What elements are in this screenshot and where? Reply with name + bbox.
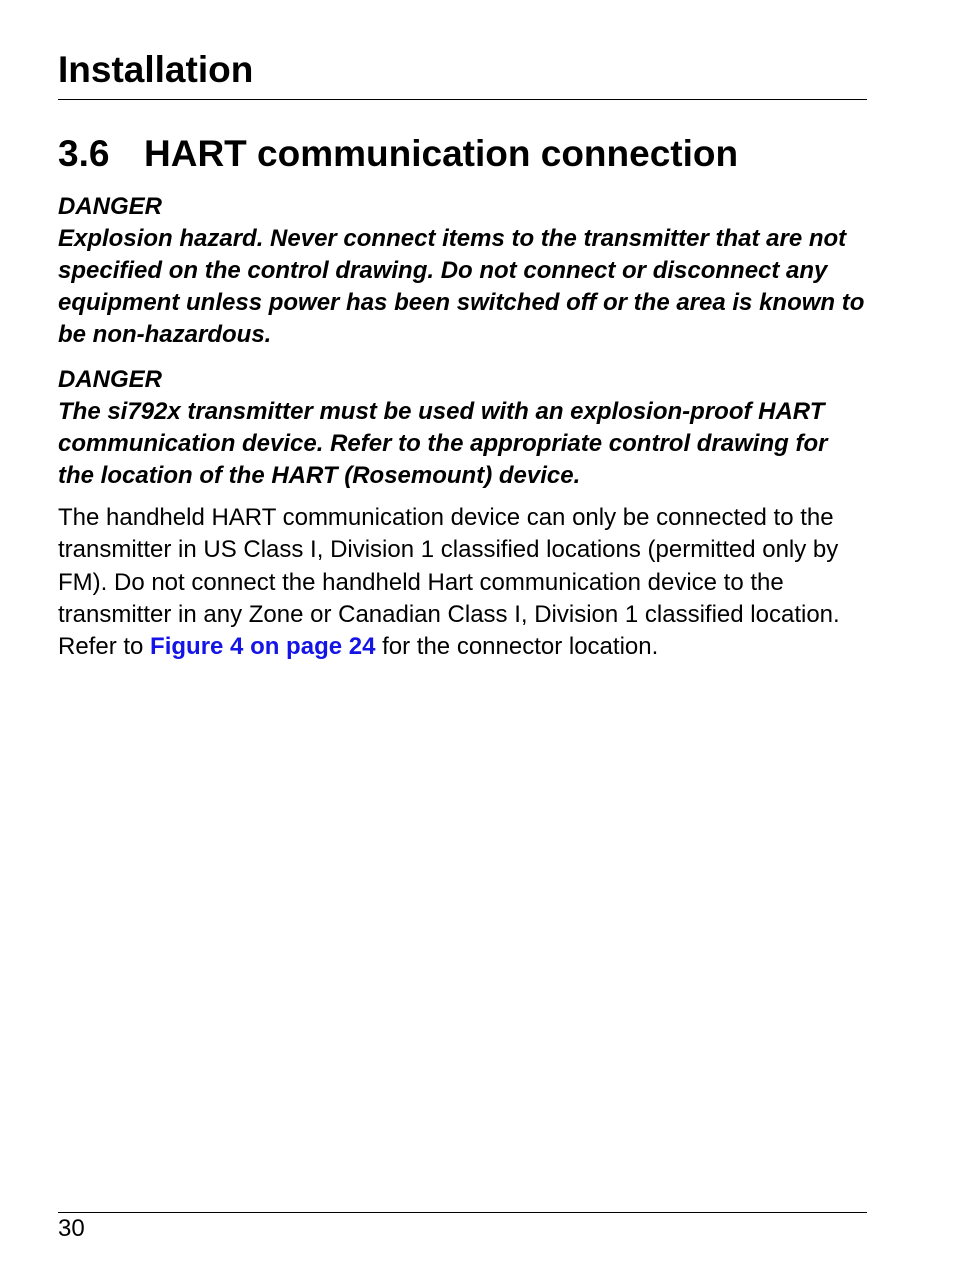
footer-divider xyxy=(58,1212,867,1213)
figure-cross-reference-link[interactable]: Figure 4 on page 24 xyxy=(150,633,376,661)
running-header-title: Installation xyxy=(58,49,254,90)
body-paragraph xyxy=(58,502,867,663)
body-text: for the connector location. xyxy=(375,633,659,661)
danger-label: DANGER xyxy=(58,193,163,220)
body-text: The handheld HART communication device can only be connected to the transmitter in US Class I, Division 1 classified locations (permitted only by FM). Do not connect the handheld Hart communication device to the transmitter in any Zone or Canadian Class I, Division 1 classified location. Refer to xyxy=(58,504,840,661)
section-heading xyxy=(58,130,738,178)
page-number: 30 xyxy=(58,1215,85,1242)
danger-label: DANGER xyxy=(58,366,163,393)
header-divider xyxy=(58,99,867,100)
danger-text: Explosion hazard. Never connect items to the transmitter that are not specified on the control drawing. Do not connect or disconnect any equipment unless power has been switched off or the area is known to be non-hazardous. xyxy=(58,225,865,348)
danger-notice xyxy=(58,191,867,351)
danger-notice xyxy=(58,364,867,492)
danger-text: The si792x transmitter must be used with an explosion-proof HART communication device. Refer to the appropriate control drawing for the location of the HART (Rosemount) device. xyxy=(58,398,828,489)
section-title: HART communication connection xyxy=(144,133,739,174)
section-number: 3.6 xyxy=(58,133,110,174)
manual-page xyxy=(58,0,867,1272)
